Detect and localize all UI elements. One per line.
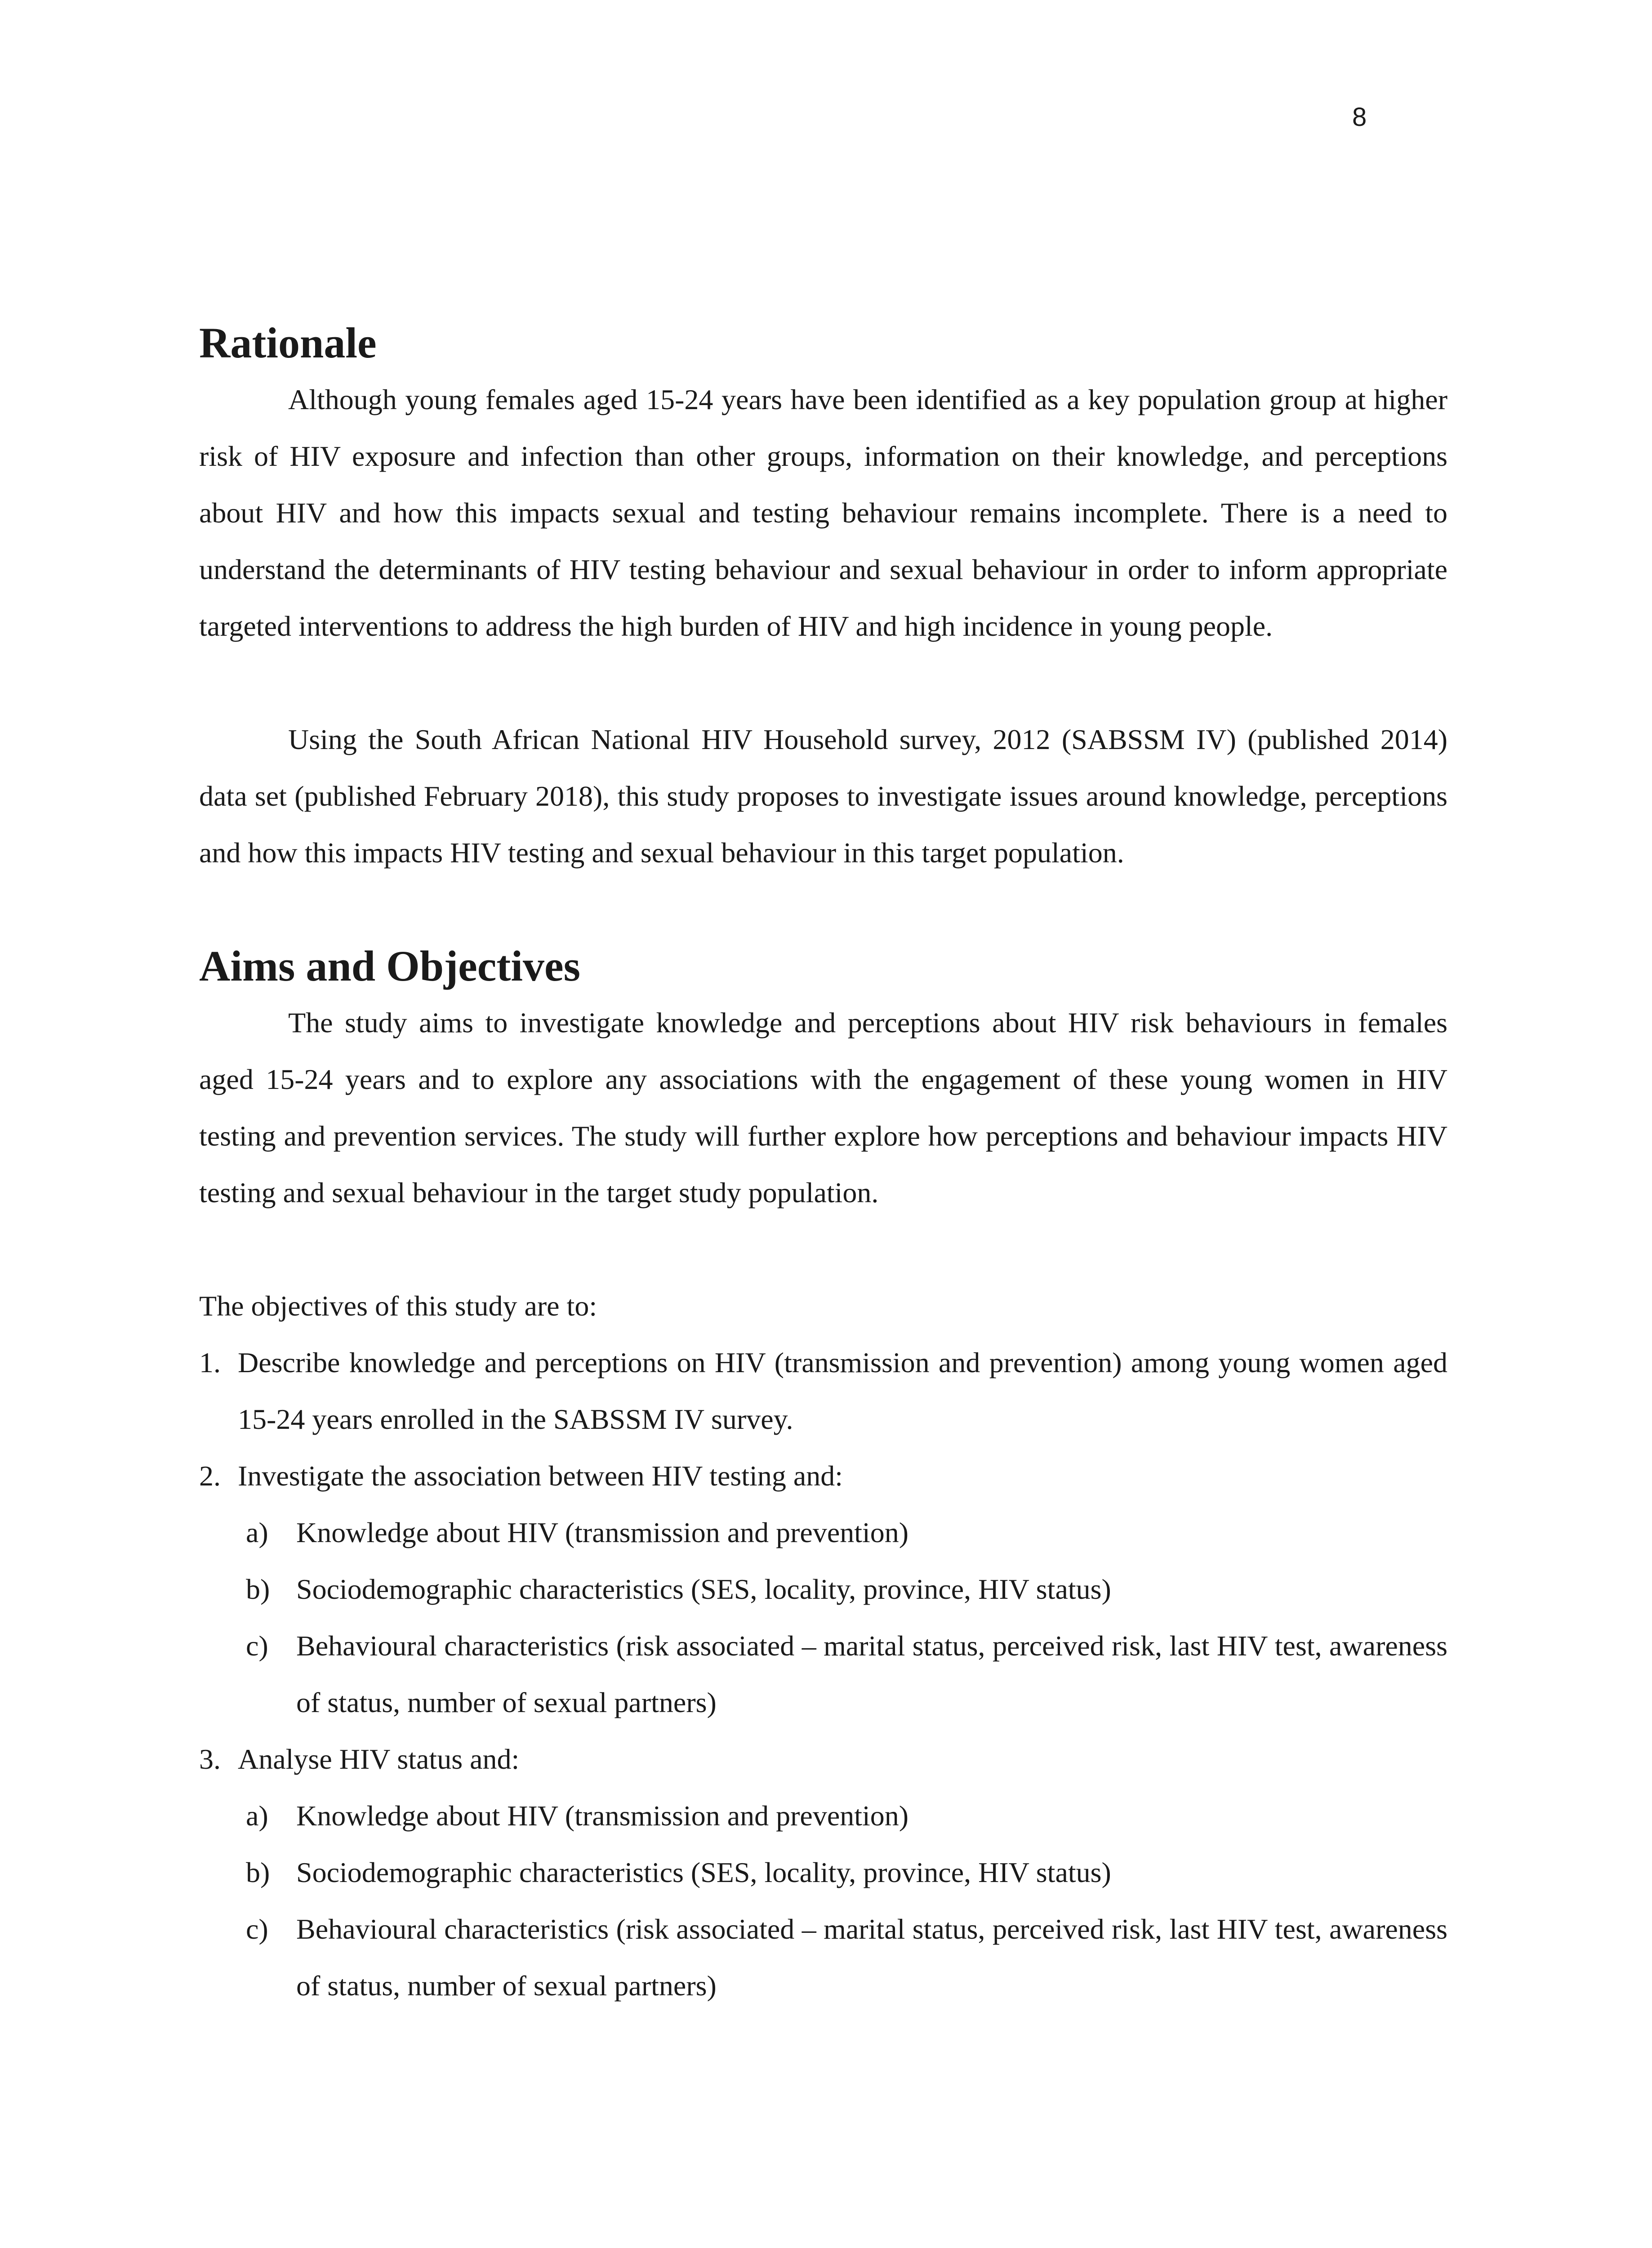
objective-sublist	[199, 1504, 1447, 1731]
objective-text: Describe knowledge and perceptions on HIV (transmission and prevention) among young women aged 15-24 years enrolled in the SABSSM IV survey.	[238, 1347, 1447, 1435]
paragraph-gap	[199, 881, 1447, 938]
rationale-heading: Rationale	[199, 319, 377, 367]
sub-objective-text: Knowledge about HIV (transmission and prevention)	[296, 1800, 909, 1832]
objectives-list-continued	[199, 1731, 1447, 1788]
page-number: 8	[1352, 103, 1367, 132]
sub-objective-letter: c)	[246, 1913, 268, 1945]
objective-item	[199, 1448, 1447, 1504]
sub-objective-item	[199, 1901, 1447, 2014]
sub-objective-letter: a)	[246, 1800, 268, 1832]
sub-objective-text: Behavioural characteristics (risk associated – marital status, perceived risk, last HIV test, awareness of status, number of sexual partners)	[296, 1913, 1447, 2002]
rationale-paragraph-2: Using the South African National HIV Household survey, 2012 (SABSSM IV) (published 2014) data set (published February 2018), this study proposes to investigate issues around knowledge, perceptions and how this impacts HIV testing and sexual behaviour in this target population.	[199, 723, 1447, 869]
sub-objective-text: Sociodemographic characteristics (SES, locality, province, HIV status)	[296, 1856, 1111, 1888]
sub-objective-item	[199, 1504, 1447, 1561]
objective-text: Investigate the association between HIV testing and:	[238, 1460, 843, 1492]
sub-objective-item	[199, 1788, 1447, 1844]
sub-objective-text: Sociodemographic characteristics (SES, locality, province, HIV status)	[296, 1573, 1111, 1605]
sub-objective-item	[199, 1561, 1447, 1618]
objective-sublist	[199, 1788, 1447, 2014]
objectives-list	[199, 1334, 1447, 1504]
paragraph-gap	[199, 655, 1447, 711]
sub-objective-letter: c)	[246, 1630, 268, 1662]
objective-number: 3.	[199, 1743, 221, 1775]
sub-objective-item	[199, 1618, 1447, 1731]
sub-objective-text: Knowledge about HIV (transmission and prevention)	[296, 1517, 909, 1548]
objectives-intro: The objectives of this study are to:	[199, 1290, 597, 1322]
objective-number: 2.	[199, 1460, 221, 1492]
aims-paragraph: The study aims to investigate knowledge and perceptions about HIV risk behaviours in females aged 15-24 years and to explore any associations with the engagement of these young women in HIV testing and prevention services. The study will further explore how perceptions and behaviour impacts HIV testing and sexual behaviour in the target study population.	[199, 1007, 1447, 1209]
sub-objective-letter: a)	[246, 1517, 268, 1548]
aims-heading: Aims and Objectives	[199, 942, 580, 990]
objective-item	[199, 1334, 1447, 1448]
paragraph-gap	[199, 1221, 1447, 1278]
sub-objective-letter: b)	[246, 1573, 270, 1605]
rationale-paragraph-1: Although young females aged 15-24 years have been identified as a key population group at higher risk of HIV exposure and infection than other groups, information on their knowledge, and perceptions about HIV and how this impacts sexual and testing behaviour remains incomplete. There is a need to understand the determinants of HIV testing behaviour and sexual behaviour in order to inform appropriate targeted interventions to address the high burden of HIV and high incidence in young people.	[199, 384, 1447, 642]
sub-objective-letter: b)	[246, 1856, 270, 1888]
objective-text: Analyse HIV status and:	[238, 1743, 520, 1775]
objective-item	[199, 1731, 1447, 1788]
document-body	[199, 315, 1447, 2014]
sub-objective-text: Behavioural characteristics (risk associated – marital status, perceived risk, last HIV test, awareness of status, number of sexual partners)	[296, 1630, 1447, 1718]
sub-objective-item	[199, 1844, 1447, 1901]
objective-number: 1.	[199, 1347, 221, 1378]
